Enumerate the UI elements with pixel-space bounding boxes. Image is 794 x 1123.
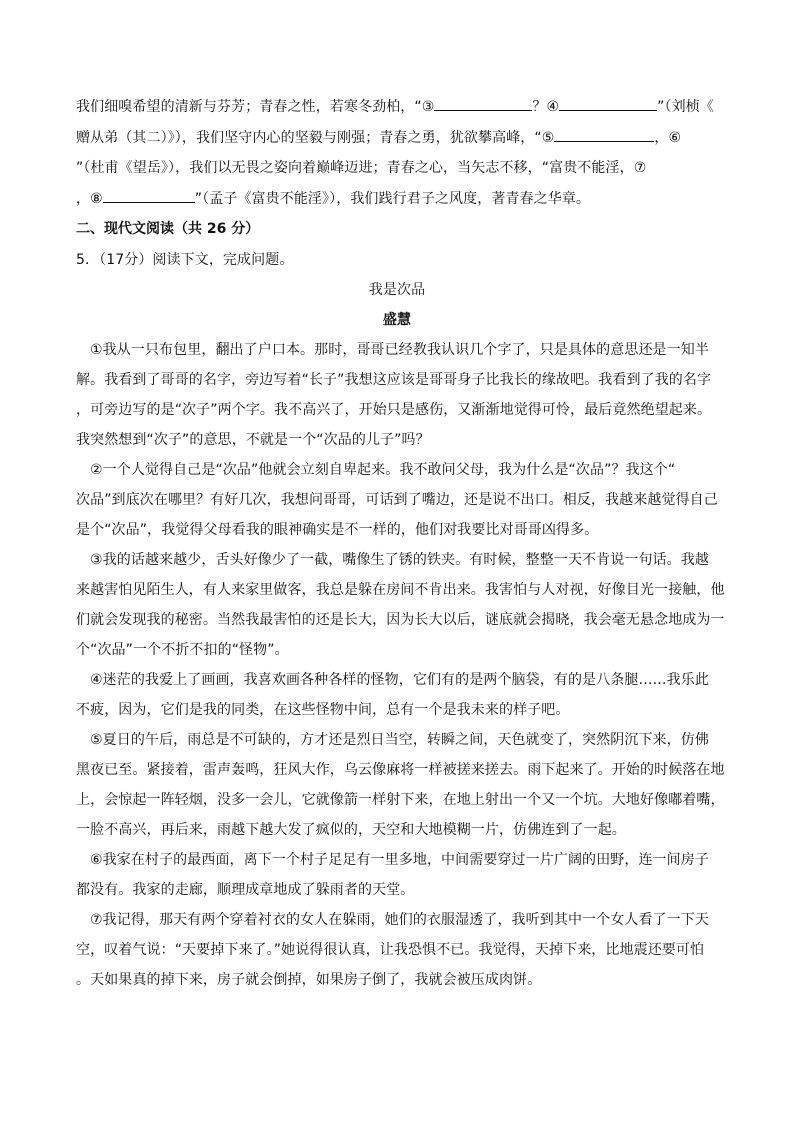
- fill-blank-line-2: [76, 127, 718, 148]
- question-prompt: 5．（17分）阅读下文，完成问题。: [76, 252, 294, 268]
- paragraph-line: ②一个人觉得自己是“次品”他就会立刻自卑起来。我不敢问父母，我为什么是“次品”？我这个“: [90, 462, 676, 478]
- paragraph-line: 是个“次品”，我觉得父母看我的眼神确实是不一样的，他们对我要比对哥哥凶得多。: [76, 522, 599, 538]
- paragraph-line: 解。我看到了哥哥的名字，旁边写着“长子”我想这应该是哥哥身子比我长的缘故吧。我看到了我的名字: [76, 372, 712, 388]
- paragraph-line: 上，会惊起一阵轻烟，没多一会儿，它就像箭一样射下来，在地上射出一个又一个坑。大地好像嘟着嘴，: [76, 792, 725, 808]
- paragraph-line: 来越害怕见陌生人，有人来家里做客，我总是躲在房间不肯出来。我害怕与人对视，好像目光一接触，他: [76, 582, 725, 598]
- article-body: [76, 340, 725, 990]
- paragraph-line: 们就会发现我的秘密。当然我最害怕的还是长大，因为长大以后，谜底就会揭晓，我会毫无悬念地成为一: [76, 612, 725, 628]
- section-title: 二、现代文阅读（共 26 分）: [76, 221, 260, 237]
- article-author: 盛慧: [382, 312, 412, 328]
- paragraph-line: ，可旁边写的是“次子”两个字。我不高兴了，开始只是感伤，又渐渐地觉得可怜，最后竟然绝望起来。: [76, 402, 712, 418]
- paragraph-line: ⑥我家在村子的最西面，离下一个村子足足有一里多地，中间需要穿过一片广阔的田野，连一间房子: [90, 852, 709, 868]
- article-paragraph: [76, 850, 718, 900]
- fill-blank-line-3: [76, 158, 718, 178]
- paragraph-line: 都没有。我家的走廊，顺理成章地成了躲雨者的天堂。: [76, 882, 415, 898]
- text-segment: 赠从弟（其二）》），我们坚守内心的坚毅与刚强；青春之勇，犹欲攀高峰，“⑤: [76, 130, 555, 146]
- text-segment: ？④: [532, 99, 560, 115]
- article-paragraph: [76, 910, 718, 990]
- article-paragraph: [76, 340, 718, 450]
- text-segment: 我们细嗅希望的清新与芬芳；青春之性，若寒冬劲柏，“③: [76, 99, 435, 115]
- answer-blank-4[interactable]: [559, 96, 657, 111]
- paragraph-line: ⑤夏日的午后，雨总是不可缺的，方才还是烈日当空，转瞬之间，天色就变了，突然阴沉下来，仿佛: [90, 732, 709, 748]
- answer-blank-8[interactable]: [103, 188, 195, 203]
- article-paragraph: [76, 460, 718, 540]
- answer-blank-5[interactable]: [554, 127, 654, 142]
- text-segment: ，⑥: [654, 130, 682, 146]
- paragraph-line: 黑夜已至。紧接着，雷声轰鸣，狂风大作，乌云像麻将一样被搓来搓去。雨下起来了。开始的时候落在地: [76, 762, 725, 778]
- paragraph-line: 个“次品”一个不折不扣的“怪物”。: [76, 642, 289, 658]
- paragraph-line: 一脸不高兴，再后来，雨越下越大发了疯似的，天空和大地模糊一片，仿佛连到了一起。: [76, 822, 626, 838]
- paragraph-line: 不疲，因为，它们是我的同类，在这些怪物中间，总有一个是我未来的样子吧。: [76, 702, 570, 718]
- paragraph-line: ⑦我记得，那天有两个穿着衬衣的女人在躲雨，她们的衣服湿透了，我听到其中一个女人看了一下天: [90, 912, 709, 928]
- paragraph-line: 次品”到底次在哪里？有好几次，我想问哥哥，可话到了嘴边，还是说不出口。相反，我越来越觉得自己: [76, 492, 718, 508]
- paragraph-line: ①我从一只布包里，翻出了户口本。那时，哥哥已经教我认识几个字了，只是具体的意思还是一知半: [90, 342, 709, 358]
- paragraph-line: 我突然想到“次子”的意思，不就是一个“次品的儿子”吗？: [76, 432, 430, 448]
- paragraph-line: 。天如果真的掉下来，房子就会倒掉，如果房子倒了，我就会被压成肉饼。: [76, 972, 542, 988]
- article-paragraph: [76, 550, 725, 660]
- text-segment: ，⑧: [76, 191, 103, 207]
- paragraph-line: ③我的话越来越少，舌头好像少了一截，嘴像生了锈的铁夹。有时候，整整一天不肯说一句话。我越: [90, 552, 709, 568]
- answer-blank-3[interactable]: [434, 96, 532, 111]
- paragraph-line: ④迷茫的我爱上了画画，我喜欢画各种各样的怪物，它们有的是两个脑袋，有的是八条腿……我乐此: [90, 672, 709, 688]
- fill-blank-line-4: [76, 188, 718, 209]
- document-page: [76, 96, 725, 1000]
- fill-blank-line-1: [76, 96, 718, 117]
- text-segment: ”（刘桢《: [657, 99, 714, 115]
- text-segment: ”（孟子《富贵不能淫》），我们践行君子之风度，著青春之华章。: [194, 191, 591, 207]
- article-paragraph: [76, 730, 725, 840]
- paragraph-line: 空，叹着气说：“天要掉下来了。”她说得很认真，让我恐惧不已。我觉得，天掉下来，比地震还要可怕: [76, 942, 705, 958]
- text-segment: ”（杜甫《望岳》），我们以无畏之姿向着巅峰迈进；青春之心，当矢志不移，“富贵不能淫，⑦: [76, 160, 647, 176]
- article-paragraph: [76, 670, 718, 720]
- article-title: 我是次品: [368, 282, 426, 298]
